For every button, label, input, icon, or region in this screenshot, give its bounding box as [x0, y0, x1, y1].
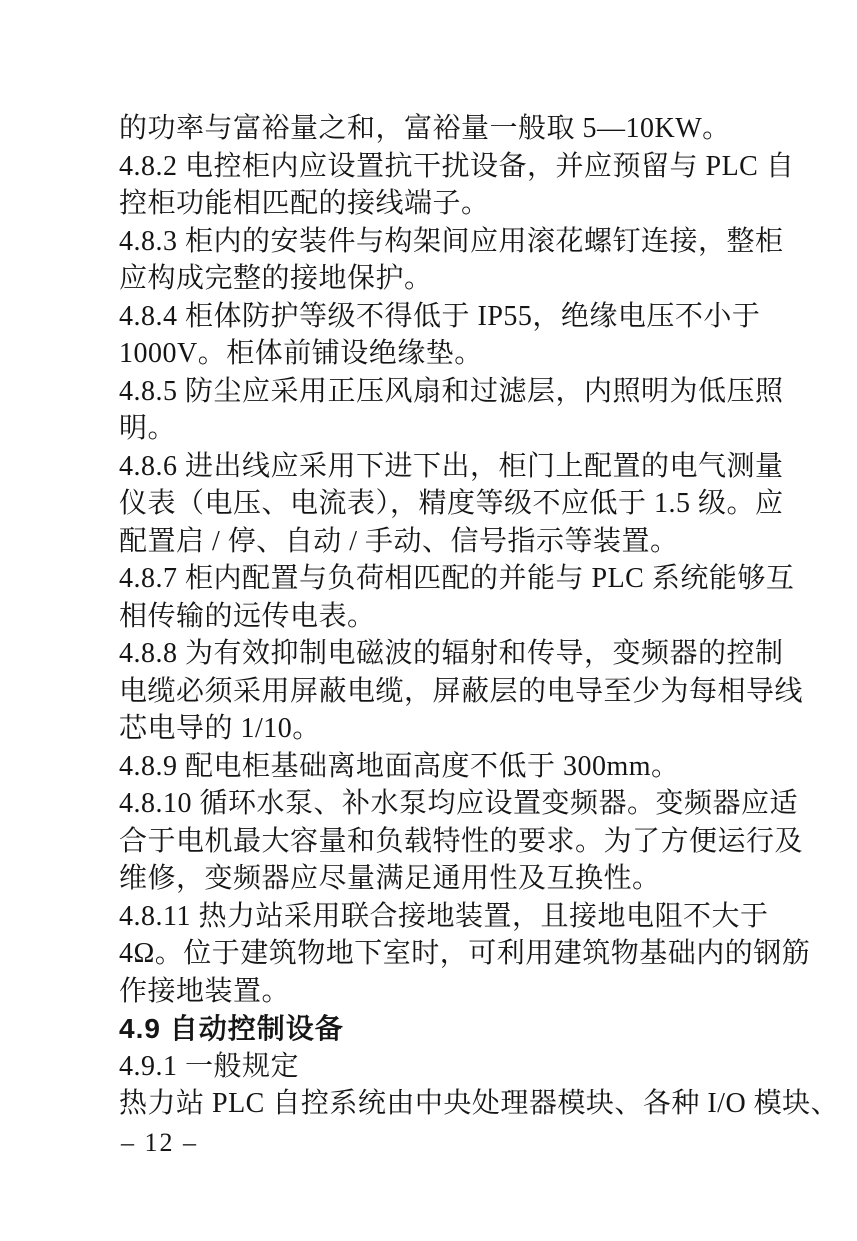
text-line-9: 明。 — [119, 413, 177, 444]
text-line-14: 相传输的远传电表。 — [119, 600, 376, 632]
text-line-23: 4Ω。位于建筑物地下室时，可利用建筑物基础内的钢筋 — [119, 938, 811, 969]
clause-4-8-5: 4.8.5 防尘应采用正压风扇和过滤层，内照明为低压照 — [119, 375, 784, 407]
text-line-1: 的功率与富裕量之和，富裕量一般取 5—10KW。 — [119, 113, 731, 144]
clause-4-8-6: 4.8.6 进出线应采用下进下出，柜门上配置的电气测量 — [119, 450, 784, 482]
clause-4-8-7: 4.8.7 柜内配置与负荷相匹配的并能与 PLC 系统能够互 — [119, 563, 795, 594]
text-line-17: 芯电导的 1/10。 — [119, 713, 321, 744]
text-line-12: 配置启 / 停、自动 / 手动、信号指示等装置。 — [119, 525, 679, 557]
text-line-3: 控柜功能相匹配的接线端子。 — [119, 188, 490, 219]
clause-4-8-8: 4.8.8 为有效抑制电磁波的辐射和传导，变频器的控制 — [119, 638, 784, 669]
clause-4-8-3: 4.8.3 柜内的安装件与构架间应用滚花螺钉连接，整柜 — [119, 225, 784, 257]
clause-4-8-4: 4.8.4 柜体防护等级不得低于 IP55，绝缘电压不小于 — [119, 300, 761, 332]
clause-4-8-2: 4.8.2 电控柜内应设置抗干扰设备，并应预留与 PLC 自 — [119, 150, 795, 182]
subsection-heading-4-9-1: 4.9.1 一般规定 — [119, 1050, 300, 1082]
text-line-27: 热力站 PLC 自控系统由中央处理器模块、各种 I/O 模块、 — [119, 1088, 840, 1119]
section-heading-4-9: 4.9 自动控制设备 — [119, 1013, 344, 1044]
text-line-16: 电缆必须采用屏蔽电缆，屏蔽层的电导至少为每相导线 — [119, 675, 804, 707]
document-body — [119, 110, 840, 1123]
clause-4-8-10: 4.8.10 循环水泵、补水泵均应设置变频器。变频器应适 — [119, 788, 799, 819]
clause-4-8-11: 4.8.11 热力站采用联合接地装置，且接地电阻不大于 — [119, 900, 769, 932]
text-line-5: 应构成完整的接地保护。 — [119, 263, 433, 294]
text-line-24: 作接地装置。 — [119, 975, 291, 1007]
text-line-20: 合于电机最大容量和负载特性的要求。为了方便运行及 — [119, 825, 804, 857]
clause-4-8-9: 4.8.9 配电柜基础离地面高度不低于 300mm。 — [119, 750, 680, 782]
text-line-11: 仪表（电压、电流表），精度等级不应低于 1.5 级。应 — [119, 488, 784, 519]
text-line-7: 1000V。柜体前铺设绝缘垫。 — [119, 338, 483, 369]
text-line-21: 维修，变频器应尽量满足通用性及互换性。 — [119, 863, 661, 894]
page-number: – 12 – — [121, 1128, 198, 1157]
